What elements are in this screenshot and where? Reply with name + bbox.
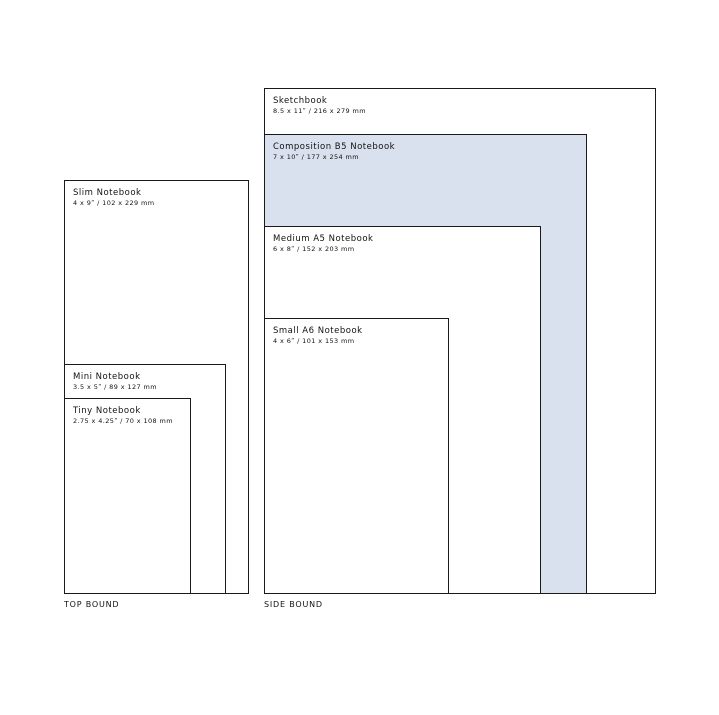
mini-notebook-label [73, 373, 157, 391]
slim-notebook-label [73, 189, 154, 207]
composition-notebook-dims: 7 x 10ʺ / 177 x 254 mm [273, 152, 360, 161]
top-bound-caption: TOP BOUND [64, 600, 120, 609]
tiny-notebook-outline [64, 398, 191, 594]
composition-notebook-label [273, 143, 395, 161]
small-notebook-label [273, 327, 363, 345]
medium-notebook-name: Medium A5 Notebook [273, 234, 374, 244]
tiny-notebook-name: Tiny Notebook [73, 406, 141, 416]
medium-notebook-label [273, 235, 373, 253]
composition-notebook-name: Composition B5 Notebook [273, 142, 396, 152]
side-bound-caption: SIDE BOUND [264, 600, 323, 609]
sketchbook-dims: 8.5 x 11ʺ / 216 x 279 mm [273, 106, 367, 115]
small-notebook-outline [264, 318, 449, 594]
small-notebook-name: Small A6 Notebook [273, 326, 363, 336]
sketchbook-label [273, 97, 366, 115]
medium-notebook-dims: 6 x 8ʺ / 152 x 203 mm [273, 244, 355, 253]
mini-notebook-name: Mini Notebook [73, 372, 141, 382]
slim-notebook-dims: 4 x 9ʺ / 102 x 229 mm [73, 198, 155, 207]
mini-notebook-dims: 3.5 x 5ʺ / 89 x 127 mm [73, 382, 157, 391]
small-notebook-dims: 4 x 6ʺ / 101 x 153 mm [273, 336, 355, 345]
sketchbook-name: Sketchbook [273, 96, 328, 106]
tiny-notebook-label [73, 407, 173, 425]
slim-notebook-name: Slim Notebook [73, 188, 142, 198]
tiny-notebook-dims: 2.75 x 4.25ʺ / 70 x 108 mm [73, 416, 174, 425]
